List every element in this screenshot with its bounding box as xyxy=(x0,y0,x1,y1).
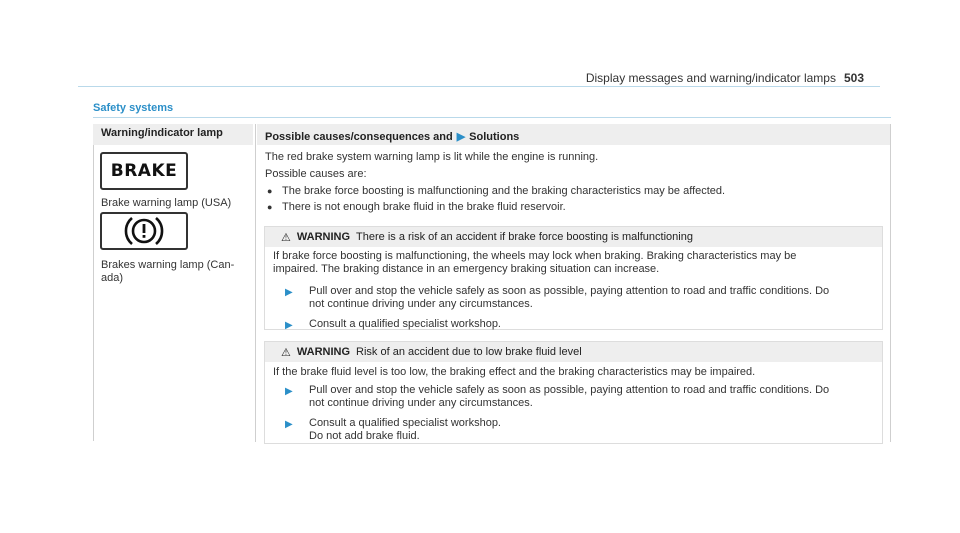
section-title: Safety systems xyxy=(93,102,174,114)
warning-step: Do not add brake fluid. xyxy=(309,430,420,442)
step-arrow-icon: ▶ xyxy=(285,419,293,430)
warning-body xyxy=(265,247,882,329)
running-header xyxy=(586,71,864,85)
column-header-causes-text: Possible causes/consequences and xyxy=(265,130,453,143)
warning-step: Consult a qualified specialist workshop. xyxy=(309,417,501,429)
table-border-right xyxy=(890,124,891,442)
warning-triangle-icon: ⚠ xyxy=(281,231,291,244)
table-column-divider xyxy=(255,124,256,442)
warning-box-fluid xyxy=(264,341,883,444)
step-arrow-icon: ▶ xyxy=(285,287,293,298)
warning-title: Risk of an accident due to low brake fluid level xyxy=(356,346,582,358)
warning-header xyxy=(265,342,882,362)
step-arrow-icon: ▶ xyxy=(285,386,293,397)
lamp-usa-label: Brake warning lamp (USA) xyxy=(101,197,232,209)
step-arrow-icon: ▶ xyxy=(285,320,293,331)
lamp-canada-label-line2: ada) xyxy=(101,272,124,284)
exclamation-circle-icon xyxy=(124,214,164,248)
warning-header xyxy=(265,227,882,247)
warning-body xyxy=(265,362,882,443)
column-header-solutions-text: Solutions xyxy=(469,130,520,143)
bullet-icon: ● xyxy=(267,202,273,212)
warning-text: If brake force boosting is malfunctioning, the wheels may lock when braking. Braking characteristics may be xyxy=(273,250,797,262)
column-header-lamp: Warning/indicator lamp xyxy=(93,124,253,145)
warning-step: Consult a qualified specialist workshop. xyxy=(309,318,501,330)
cause-item: There is not enough brake fluid in the brake fluid reservoir. xyxy=(282,201,566,213)
column-header-causes xyxy=(257,124,891,145)
possible-causes-label: Possible causes are: xyxy=(265,168,367,180)
cause-item: The brake force boosting is malfunctioning and the braking characteristics may be affected. xyxy=(282,185,726,197)
page-number: 503 xyxy=(843,71,864,85)
warning-step: not continue driving under any circumstances. xyxy=(309,397,533,409)
warning-box-boosting xyxy=(264,226,883,330)
warning-label: WARNING xyxy=(296,231,351,243)
warning-step: Pull over and stop the vehicle safely as soon as possible, paying attention to road and traffic conditions. Do xyxy=(309,285,830,297)
warning-text: If the brake fluid level is too low, the braking effect and the braking characteristics may be impaired. xyxy=(273,366,756,378)
chapter-title: Display messages and warning/indicator lamps xyxy=(585,71,836,85)
warning-step: Pull over and stop the vehicle safely as soon as possible, paying attention to road and traffic conditions. Do xyxy=(309,384,830,396)
warning-step: not continue driving under any circumstances. xyxy=(309,298,533,310)
arrow-icon: ▶ xyxy=(456,131,466,143)
intro-text: The red brake system warning lamp is lit while the engine is running. xyxy=(265,151,599,163)
section-rule xyxy=(93,117,891,118)
page-header-rule xyxy=(78,86,880,87)
brake-warning-icon xyxy=(100,152,188,190)
lamp-canada-label-line1: Brakes warning lamp (Can- xyxy=(101,259,235,271)
warning-title: There is a risk of an accident if brake force boosting is malfunctioning xyxy=(356,231,693,243)
brake-icon-text: BRAKE xyxy=(110,161,178,181)
warning-text: impaired. The braking distance in an emergency braking situation can increase. xyxy=(273,263,660,275)
brake-circle-warning-icon xyxy=(100,212,188,250)
warning-label: WARNING xyxy=(296,346,351,358)
warning-triangle-icon: ⚠ xyxy=(281,346,291,359)
bullet-icon: ● xyxy=(267,186,273,196)
table-border-left xyxy=(93,145,94,441)
